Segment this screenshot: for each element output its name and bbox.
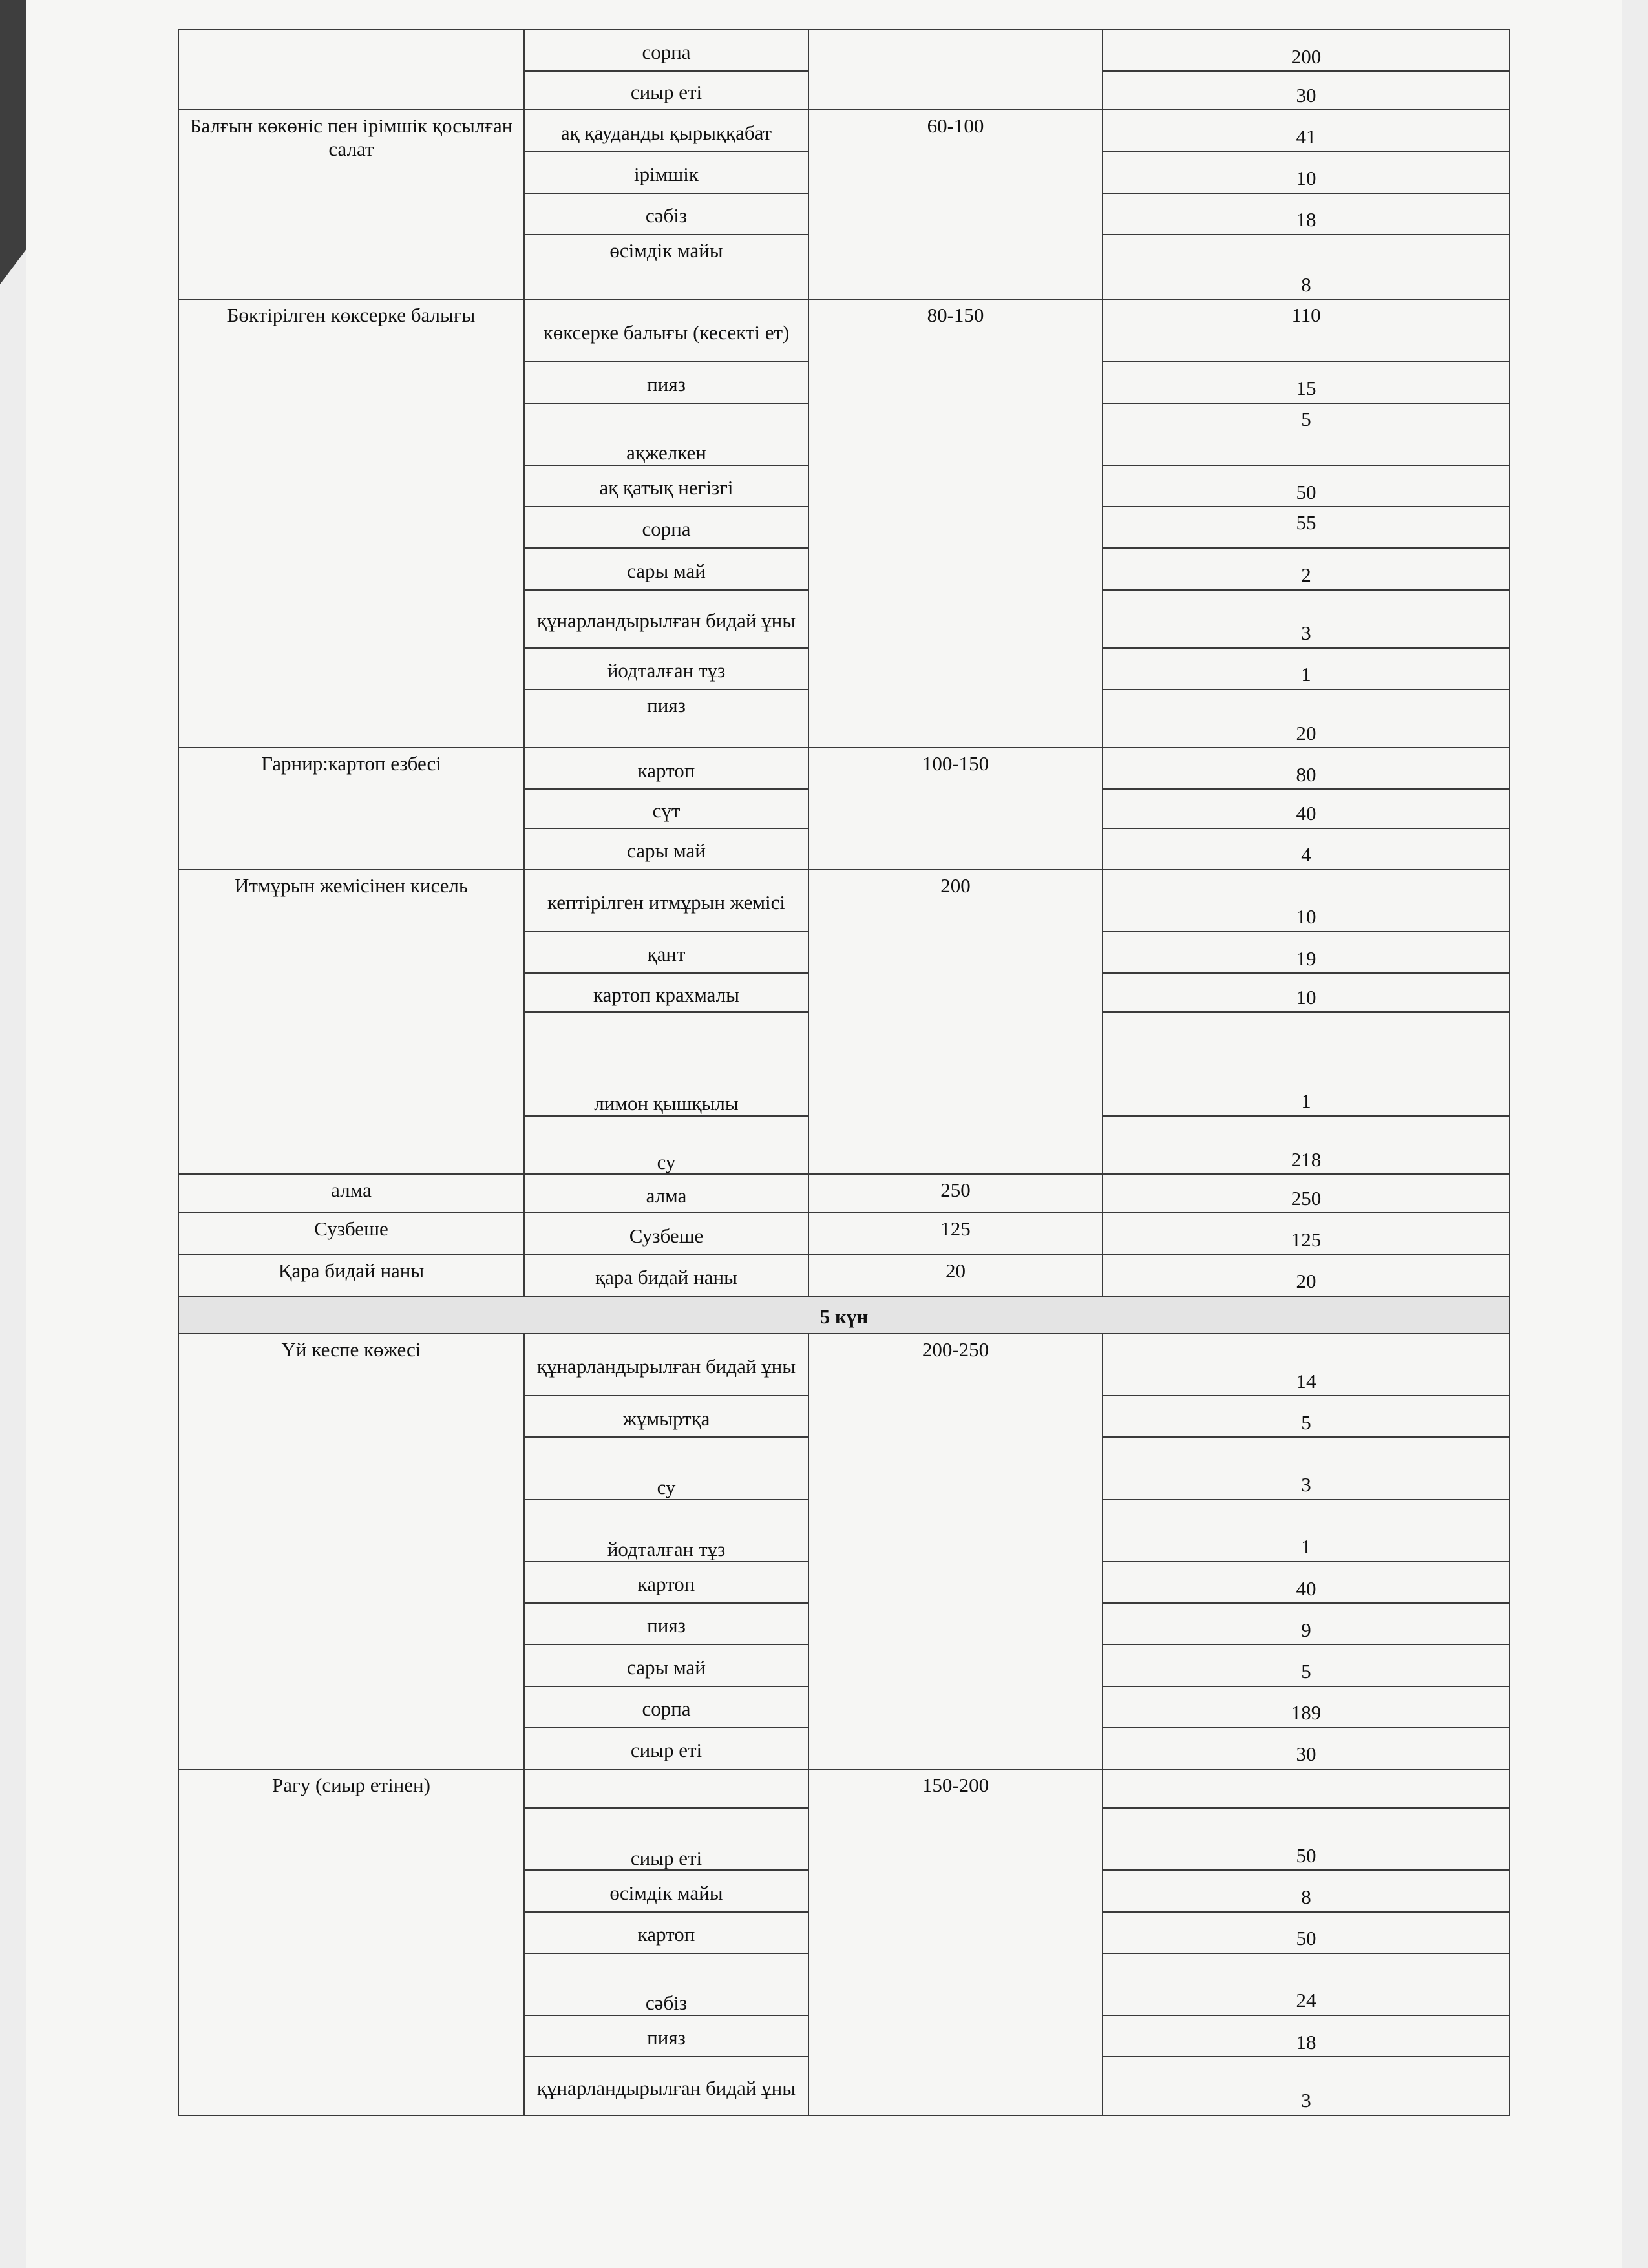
quantity: 55 bbox=[1103, 507, 1510, 548]
table-row bbox=[178, 1769, 1510, 1808]
quantity: 10 bbox=[1103, 973, 1510, 1012]
ingredient: сиыр еті bbox=[524, 71, 808, 110]
ingredient: йодталған тұз bbox=[524, 1500, 808, 1562]
quantity: 5 bbox=[1103, 1644, 1510, 1686]
ingredient: құнарландырылған бидай ұны bbox=[524, 2057, 808, 2116]
quantity: 14 bbox=[1103, 1334, 1510, 1396]
dish-name: Рагу (сиыр етінен) bbox=[178, 1769, 524, 2116]
ingredient: пияз bbox=[524, 689, 808, 748]
portion bbox=[808, 30, 1103, 110]
portion: 100-150 bbox=[808, 748, 1103, 870]
table-row bbox=[178, 1255, 1510, 1296]
dish-name: алма bbox=[178, 1174, 524, 1213]
quantity: 19 bbox=[1103, 932, 1510, 973]
quantity: 110 bbox=[1103, 299, 1510, 361]
ingredient: ақжелкен bbox=[524, 403, 808, 465]
day-header: 5 күн bbox=[178, 1296, 1510, 1334]
dish-name: Гарнир:картоп езбесі bbox=[178, 748, 524, 870]
dish-name bbox=[178, 30, 524, 110]
ingredient: пияз bbox=[524, 362, 808, 403]
ingredient: ірімшік bbox=[524, 152, 808, 193]
ingredient: сорпа bbox=[524, 1686, 808, 1728]
ingredient: көксерке балығы (кесекті ет) bbox=[524, 299, 808, 361]
dish-name: Үй кеспе көжесі bbox=[178, 1334, 524, 1769]
portion: 80-150 bbox=[808, 299, 1103, 748]
quantity: 40 bbox=[1103, 1562, 1510, 1603]
ingredient: сәбіз bbox=[524, 1953, 808, 2015]
portion: 150-200 bbox=[808, 1769, 1103, 2116]
ingredient: өсімдік майы bbox=[524, 235, 808, 299]
portion: 200 bbox=[808, 870, 1103, 1174]
quantity: 40 bbox=[1103, 789, 1510, 828]
ingredient: сиыр еті bbox=[524, 1808, 808, 1870]
ingredient: сары май bbox=[524, 1644, 808, 1686]
ingredient: пияз bbox=[524, 2015, 808, 2057]
dish-name: Итмұрын жемісінен кисель bbox=[178, 870, 524, 1174]
ingredient: картоп bbox=[524, 1562, 808, 1603]
ingredient: кептірілген итмұрын жемісі bbox=[524, 870, 808, 932]
quantity: 1 bbox=[1103, 1012, 1510, 1115]
quantity: 2 bbox=[1103, 548, 1510, 589]
ingredient: алма bbox=[524, 1174, 808, 1213]
ingredient bbox=[524, 1769, 808, 1808]
quantity: 20 bbox=[1103, 689, 1510, 748]
ingredient: сорпа bbox=[524, 507, 808, 548]
quantity: 50 bbox=[1103, 465, 1510, 507]
table-row bbox=[178, 299, 1510, 361]
dish-name: Сузбеше bbox=[178, 1213, 524, 1254]
ingredient: картоп крахмалы bbox=[524, 973, 808, 1012]
ingredient: су bbox=[524, 1116, 808, 1174]
table-row bbox=[178, 1334, 1510, 1396]
quantity: 10 bbox=[1103, 152, 1510, 193]
quantity: 218 bbox=[1103, 1116, 1510, 1174]
document-page bbox=[26, 0, 1622, 2268]
ingredient: сары май bbox=[524, 548, 808, 589]
table-row bbox=[178, 110, 1510, 151]
quantity: 8 bbox=[1103, 1870, 1510, 1911]
quantity: 18 bbox=[1103, 2015, 1510, 2057]
quantity: 80 bbox=[1103, 748, 1510, 789]
quantity: 20 bbox=[1103, 1255, 1510, 1296]
quantity: 30 bbox=[1103, 71, 1510, 110]
quantity: 41 bbox=[1103, 110, 1510, 151]
quantity: 15 bbox=[1103, 362, 1510, 403]
day-header-row bbox=[178, 1296, 1510, 1334]
portion: 60-100 bbox=[808, 110, 1103, 299]
ingredient: сәбіз bbox=[524, 193, 808, 235]
portion: 250 bbox=[808, 1174, 1103, 1213]
portion: 20 bbox=[808, 1255, 1103, 1296]
ingredient: су bbox=[524, 1437, 808, 1499]
quantity: 24 bbox=[1103, 1953, 1510, 2015]
quantity bbox=[1103, 1769, 1510, 1808]
ingredient: лимон қышқылы bbox=[524, 1012, 808, 1115]
quantity: 5 bbox=[1103, 1396, 1510, 1437]
table-row bbox=[178, 1213, 1510, 1254]
table-row bbox=[178, 1174, 1510, 1213]
dish-name: Қара бидай наны bbox=[178, 1255, 524, 1296]
ingredient: қара бидай наны bbox=[524, 1255, 808, 1296]
ingredient: сүт bbox=[524, 789, 808, 828]
table-row bbox=[178, 870, 1510, 932]
ingredient: ақ қауданды қырыққабат bbox=[524, 110, 808, 151]
ingredient: өсімдік майы bbox=[524, 1870, 808, 1911]
ingredient: ақ қатық негізгі bbox=[524, 465, 808, 507]
ingredient: жұмыртқа bbox=[524, 1396, 808, 1437]
quantity: 30 bbox=[1103, 1728, 1510, 1769]
ingredient: құнарландырылған бидай ұны bbox=[524, 1334, 808, 1396]
quantity: 50 bbox=[1103, 1808, 1510, 1870]
quantity: 1 bbox=[1103, 1500, 1510, 1562]
ingredient: пияз bbox=[524, 1603, 808, 1644]
quantity: 18 bbox=[1103, 193, 1510, 235]
ingredient: құнарландырылған бидай ұны bbox=[524, 590, 808, 648]
ingredient: картоп bbox=[524, 748, 808, 789]
dish-name: Балғын көкөніс пен ірімшік қосылған салат bbox=[178, 110, 524, 299]
quantity: 5 bbox=[1103, 403, 1510, 465]
ingredient: картоп bbox=[524, 1912, 808, 1953]
portion: 125 bbox=[808, 1213, 1103, 1254]
ingredient: қант bbox=[524, 932, 808, 973]
quantity: 10 bbox=[1103, 870, 1510, 932]
quantity: 3 bbox=[1103, 590, 1510, 648]
ingredient: йодталған тұз bbox=[524, 648, 808, 689]
portion: 200-250 bbox=[808, 1334, 1103, 1769]
quantity: 8 bbox=[1103, 235, 1510, 299]
ingredient: сорпа bbox=[524, 30, 808, 71]
menu-table bbox=[178, 29, 1510, 2116]
quantity: 250 bbox=[1103, 1174, 1510, 1213]
ingredient: Сузбеше bbox=[524, 1213, 808, 1254]
quantity: 9 bbox=[1103, 1603, 1510, 1644]
quantity: 50 bbox=[1103, 1912, 1510, 1953]
quantity: 189 bbox=[1103, 1686, 1510, 1728]
ingredient: сары май bbox=[524, 828, 808, 870]
quantity: 3 bbox=[1103, 1437, 1510, 1499]
dish-name: Бөктірілген көксерке балығы bbox=[178, 299, 524, 748]
quantity: 4 bbox=[1103, 828, 1510, 870]
table-row bbox=[178, 30, 1510, 71]
ingredient: сиыр еті bbox=[524, 1728, 808, 1769]
quantity: 200 bbox=[1103, 30, 1510, 71]
quantity: 125 bbox=[1103, 1213, 1510, 1254]
table-row bbox=[178, 748, 1510, 789]
quantity: 3 bbox=[1103, 2057, 1510, 2116]
quantity: 1 bbox=[1103, 648, 1510, 689]
